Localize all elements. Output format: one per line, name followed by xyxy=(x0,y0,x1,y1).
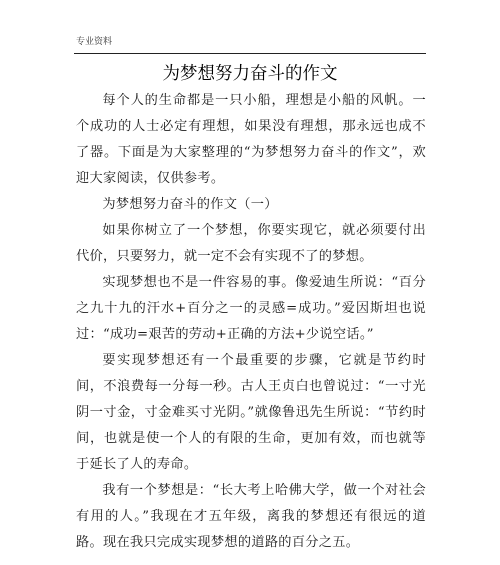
header-divider xyxy=(74,53,426,54)
document-title: 为梦想努力奋斗的作文 xyxy=(162,64,338,84)
body-paragraph: 要实现梦想还有一个最重要的步骤，它就是节约时间，不浪费每一分每一秒。古人王贞白也曾说过：“一寸光阴一寸金，寸金难买寸光阴。”就像鲁迅先生所说：“节约时间，也就是使一个人的有限的生命，更加有效，而也就等于延长了人的寿命。 xyxy=(76,353,426,472)
section-heading: 为梦想努力奋斗的作文（一） xyxy=(102,197,278,212)
body-paragraph: 我有一个梦想是：“长大考上哈佛大学，做一个对社会有用的人。”我现在才五年级，离我的梦想还有很远的道路。现在我只完成实现梦想的道路的百分之五。 xyxy=(76,483,426,550)
document-body xyxy=(76,88,426,556)
body-paragraph: 如果你树立了一个梦想，你要实现它，就必须要付出代价，只要努力，就一定不会有实现不了的梦想。 xyxy=(76,223,426,264)
body-paragraph: 实现梦想也不是一件容易的事。像爱迪生所说：“百分之九十九的汗水+百分之一的灵感=成功。”爱因斯坦也说过：“成功=艰苦的劳动+正确的方法+少说空话。” xyxy=(76,275,426,342)
intro-paragraph: 每个人的生命都是一只小船，理想是小船的风帆。一个成功的人士必定有理想，如果没有理想，那永远也成不了器。下面是为大家整理的“为梦想努力奋斗的作文”，欢迎大家阅读，仅供参考。 xyxy=(76,93,426,186)
header-label: 专业资料 xyxy=(76,37,113,47)
